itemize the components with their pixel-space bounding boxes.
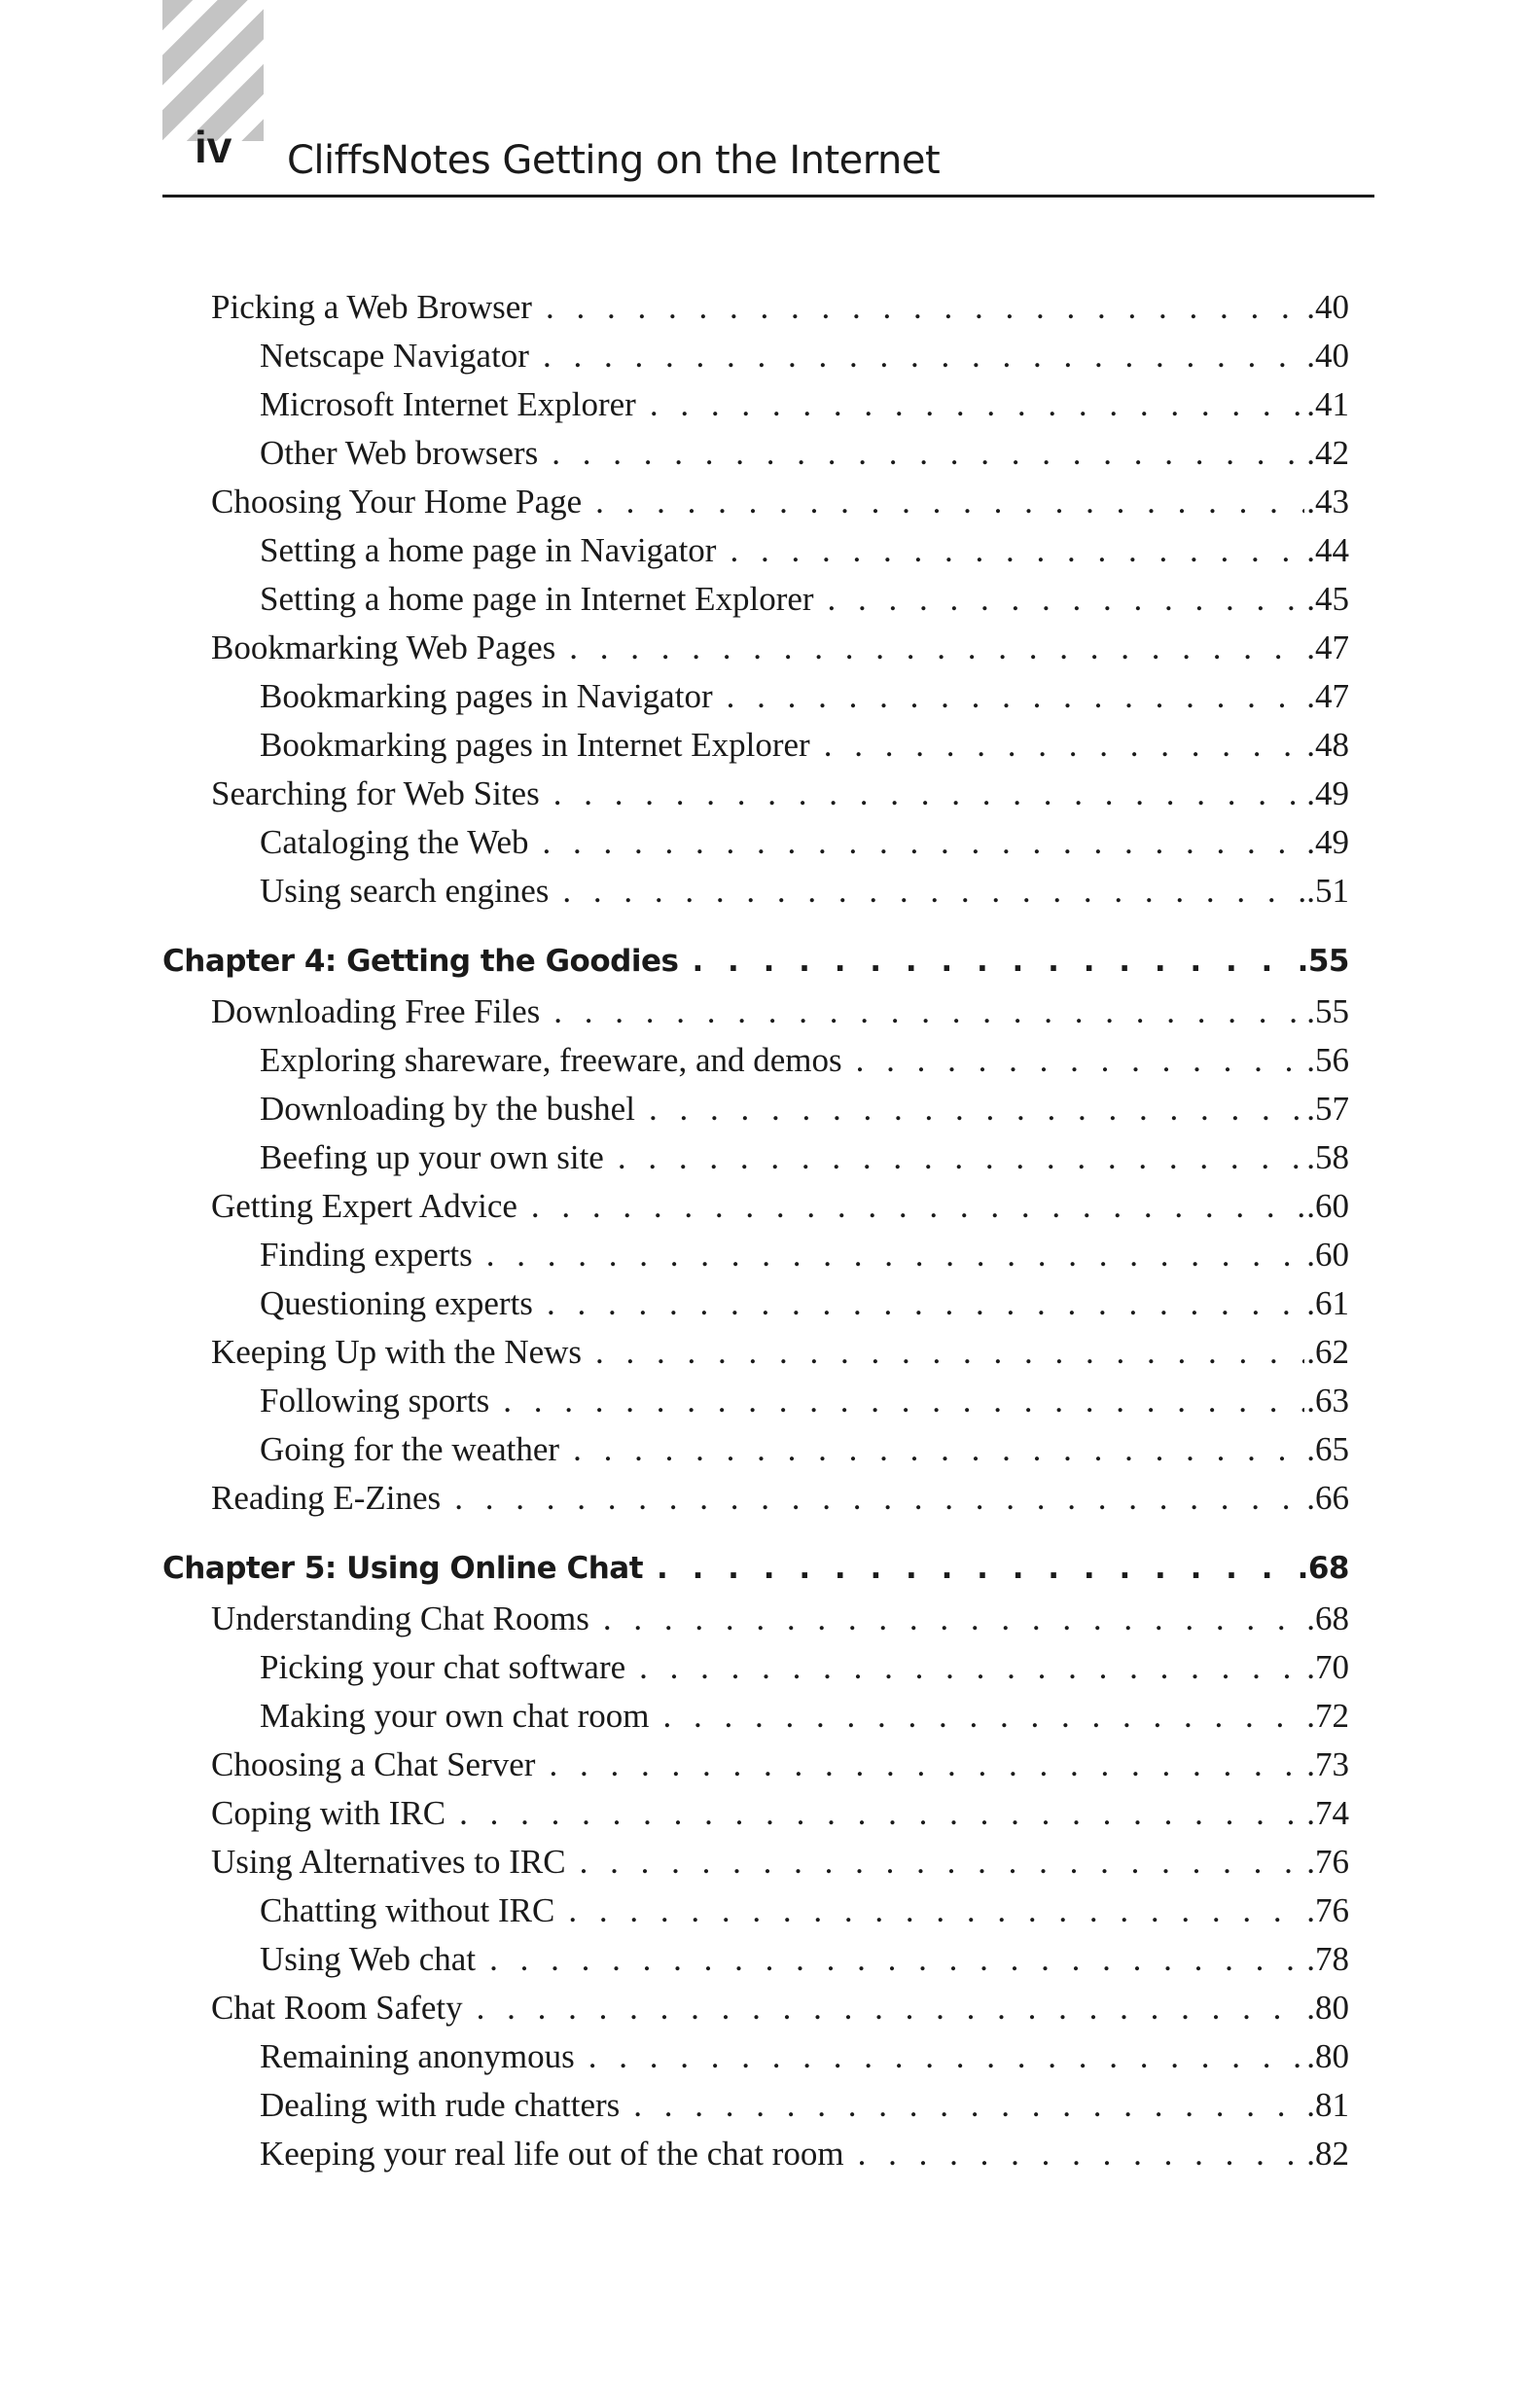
toc-entry-page: .47 (1306, 677, 1349, 715)
header-rule (162, 195, 1374, 198)
dot-leader (692, 944, 1295, 979)
dot-leader (657, 1551, 1296, 1586)
decorative-stripe-block (162, 0, 264, 141)
dot-leader (650, 385, 1304, 424)
toc-entry-page: .58 (1306, 1138, 1349, 1176)
toc-subsection-entry (162, 1041, 1349, 1090)
toc-subsection-entry (162, 337, 1349, 385)
toc-subsection-entry (162, 1236, 1349, 1284)
toc-entry-page: .42 (1306, 434, 1349, 472)
toc-entry-title: Chatting without IRC (260, 1891, 555, 1929)
toc-entry-page: .40 (1306, 288, 1349, 326)
dot-leader (459, 1794, 1304, 1833)
dot-leader (603, 1599, 1304, 1638)
toc-entry-title: Picking a Web Browser (211, 288, 532, 326)
dot-leader (549, 1745, 1304, 1784)
toc-entry-page: .57 (1306, 1090, 1349, 1128)
toc-section-entry (162, 1599, 1349, 1648)
toc-subsection-entry (162, 1940, 1349, 1989)
toc-entry-page: .41 (1306, 385, 1349, 423)
toc-entry-title: Using Alternatives to IRC (211, 1843, 566, 1881)
toc-entry-title: Questioning experts (260, 1284, 533, 1322)
toc-entry-title: Bookmarking pages in Internet Explorer (260, 726, 810, 764)
toc-subsection-entry (162, 580, 1349, 629)
dot-leader (595, 483, 1304, 521)
toc-entry-title: Remaining anonymous (260, 2037, 575, 2075)
toc-entry-page: .56 (1306, 1041, 1349, 1079)
toc-entry-title: Getting Expert Advice (211, 1187, 517, 1225)
toc-entry-page: .44 (1306, 531, 1349, 569)
dot-leader (573, 1430, 1304, 1469)
toc-entry-page: .61 (1306, 1284, 1349, 1322)
dot-leader (454, 1479, 1304, 1518)
dot-leader (486, 1236, 1305, 1275)
toc-section-entry (162, 483, 1349, 531)
toc-entry-page: .55 (1306, 992, 1349, 1030)
toc-entry-title: Netscape Navigator (260, 337, 529, 375)
toc-entry-page: .60 (1306, 1187, 1349, 1225)
toc-subsection-entry (162, 2037, 1349, 2086)
dot-leader (662, 1697, 1304, 1736)
toc-entry-page: .65 (1306, 1430, 1349, 1468)
toc-entry-page: .51 (1306, 872, 1349, 910)
toc-entry-page: .62 (1306, 1333, 1349, 1371)
toc-entry-title: Other Web browsers (260, 434, 539, 472)
toc-entry-title: Coping with IRC (211, 1794, 446, 1832)
toc-entry-title: Searching for Web Sites (211, 774, 540, 812)
toc-subsection-entry (162, 1138, 1349, 1187)
toc-entry-title: Chapter 4: Getting the Goodies (162, 944, 679, 979)
toc-entry-title: Setting a home page in Navigator (260, 531, 717, 569)
toc-entry-page: .55 (1297, 944, 1349, 979)
table-of-contents (162, 288, 1349, 2183)
running-header-title: CliffsNotes Getting on the Internet (287, 138, 941, 183)
toc-entry-page: .72 (1306, 1697, 1349, 1735)
toc-entry-title: Keeping Up with the News (211, 1333, 583, 1371)
dot-leader (547, 1284, 1304, 1323)
toc-subsection-entry (162, 385, 1349, 434)
toc-section-entry (162, 1989, 1349, 2037)
dot-leader (569, 629, 1304, 667)
toc-subsection-entry (162, 531, 1349, 580)
toc-entry-title: Finding experts (260, 1236, 473, 1274)
toc-subsection-entry (162, 872, 1349, 920)
dot-leader (858, 2135, 1305, 2174)
toc-chapter-entry (162, 1551, 1349, 1599)
dot-leader (553, 774, 1305, 813)
dot-leader (856, 1041, 1305, 1080)
dot-leader (824, 726, 1305, 765)
dot-leader (553, 992, 1304, 1031)
dot-leader (828, 580, 1305, 619)
dot-leader (633, 2086, 1304, 2125)
toc-entry-title: Setting a home page in Internet Explorer (260, 580, 814, 618)
toc-entry-title: Downloading by the bushel (260, 1090, 635, 1128)
toc-subsection-entry (162, 434, 1349, 483)
toc-section-entry (162, 629, 1349, 677)
dot-leader (489, 1940, 1304, 1979)
toc-entry-page: .81 (1306, 2086, 1349, 2124)
toc-entry-page: .80 (1306, 1989, 1349, 2027)
toc-section-entry (162, 288, 1349, 337)
toc-subsection-entry (162, 2135, 1349, 2183)
toc-entry-page: .47 (1306, 629, 1349, 666)
toc-entry-page: .68 (1306, 1599, 1349, 1637)
toc-entry-page: .45 (1306, 580, 1349, 618)
toc-subsection-entry (162, 1430, 1349, 1479)
dot-leader (730, 531, 1304, 570)
toc-entry-page: .73 (1306, 1745, 1349, 1783)
toc-entry-title: Going for the weather (260, 1430, 560, 1468)
toc-entry-title: Exploring shareware, freeware, and demos (260, 1041, 842, 1079)
toc-entry-title: Beefing up your own site (260, 1138, 604, 1176)
toc-section-entry (162, 1745, 1349, 1794)
toc-entry-title: Choosing Your Home Page (211, 483, 583, 521)
toc-entry-title: Cataloging the Web (260, 823, 529, 861)
toc-section-entry (162, 992, 1349, 1041)
toc-entry-page: .68 (1297, 1551, 1349, 1586)
dot-leader (568, 1891, 1304, 1930)
toc-subsection-entry (162, 1090, 1349, 1138)
toc-entry-page: .49 (1306, 774, 1349, 812)
toc-entry-page: .80 (1306, 2037, 1349, 2075)
dot-leader (542, 823, 1304, 862)
toc-entry-title: Chapter 5: Using Online Chat (162, 1551, 644, 1586)
toc-section-entry (162, 1794, 1349, 1843)
dot-leader (477, 1989, 1305, 2028)
toc-section-entry (162, 1843, 1349, 1891)
toc-entry-title: Using Web chat (260, 1940, 477, 1978)
toc-section-entry (162, 1333, 1349, 1382)
toc-entry-page: .40 (1306, 337, 1349, 375)
toc-entry-title: Following sports (260, 1382, 490, 1420)
dot-leader (649, 1090, 1304, 1129)
toc-chapter-entry (162, 944, 1349, 992)
toc-entry-page: .82 (1306, 2135, 1349, 2173)
toc-entry-page: .49 (1306, 823, 1349, 861)
dot-leader (552, 434, 1304, 473)
toc-subsection-entry (162, 1284, 1349, 1333)
toc-entry-page: .63 (1306, 1382, 1349, 1420)
toc-entry-page: .43 (1306, 483, 1349, 521)
toc-section-entry (162, 1187, 1349, 1236)
toc-subsection-entry (162, 2086, 1349, 2135)
toc-entry-title: Downloading Free Files (211, 992, 541, 1030)
toc-entry-title: Bookmarking pages in Navigator (260, 677, 713, 715)
toc-subsection-entry (162, 1697, 1349, 1745)
toc-entry-page: .70 (1306, 1648, 1349, 1686)
dot-leader (588, 2037, 1305, 2076)
toc-entry-title: Understanding Chat Rooms (211, 1599, 589, 1637)
toc-section-entry (162, 774, 1349, 823)
dot-leader (639, 1648, 1304, 1687)
dot-leader (531, 1187, 1304, 1226)
toc-entry-page: .78 (1306, 1940, 1349, 1978)
toc-subsection-entry (162, 1382, 1349, 1430)
toc-entry-page: .76 (1306, 1891, 1349, 1929)
dot-leader (546, 288, 1304, 327)
toc-entry-title: Bookmarking Web Pages (211, 629, 556, 666)
toc-entry-title: Chat Room Safety (211, 1989, 463, 2027)
toc-entry-page: .76 (1306, 1843, 1349, 1881)
toc-entry-title: Using search engines (260, 872, 550, 910)
toc-entry-title: Picking your chat software (260, 1648, 626, 1686)
toc-subsection-entry (162, 1648, 1349, 1697)
toc-subsection-entry (162, 823, 1349, 872)
dot-leader (503, 1382, 1304, 1420)
dot-leader (595, 1333, 1304, 1372)
dot-leader (618, 1138, 1304, 1177)
toc-entry-title: Reading E-Zines (211, 1479, 442, 1517)
dot-leader (580, 1843, 1305, 1882)
page-number: iv (195, 122, 232, 172)
toc-entry-title: Keeping your real life out of the chat room (260, 2135, 844, 2173)
toc-entry-page: .60 (1306, 1236, 1349, 1274)
toc-entry-page: .66 (1306, 1479, 1349, 1517)
toc-entry-page: .74 (1306, 1794, 1349, 1832)
toc-subsection-entry (162, 677, 1349, 726)
toc-subsection-entry (162, 726, 1349, 774)
toc-section-entry (162, 1479, 1349, 1527)
toc-entry-title: Making your own chat room (260, 1697, 650, 1735)
toc-entry-title: Choosing a Chat Server (211, 1745, 536, 1783)
dot-leader (727, 677, 1305, 716)
toc-entry-title: Microsoft Internet Explorer (260, 385, 636, 423)
toc-entry-page: .48 (1306, 726, 1349, 764)
toc-subsection-entry (162, 1891, 1349, 1940)
dot-leader (562, 872, 1304, 911)
dot-leader (543, 337, 1304, 376)
toc-entry-title: Dealing with rude chatters (260, 2086, 621, 2124)
